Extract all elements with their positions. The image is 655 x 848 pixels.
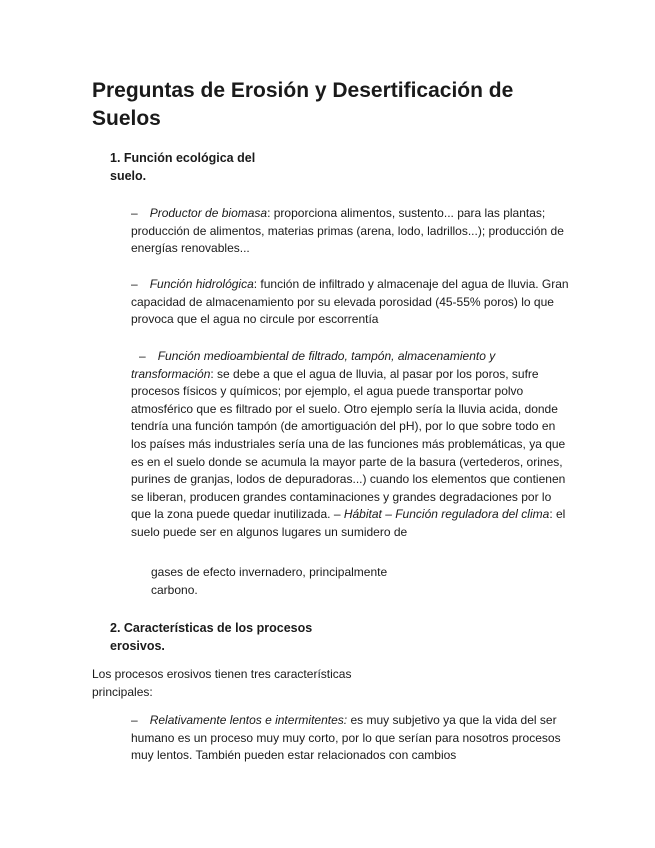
list-item-biomass — [131, 205, 571, 258]
dash-separator: – — [381, 507, 396, 522]
dash-bullet: – — [131, 206, 138, 220]
page-title: Preguntas de Erosión y Desertificación de Suelos — [92, 79, 514, 130]
item-term-habitat: Hábitat — [343, 507, 382, 522]
item-term: Función hidrológica — [149, 277, 254, 291]
item-term: Relativamente lentos e intermitentes: — [149, 713, 348, 727]
section-heading-line: suelo. — [110, 169, 147, 183]
section-heading-line: 2. Características de los procesos — [110, 621, 313, 635]
list-item-slow-intermittent — [131, 712, 571, 765]
item-text: : se debe a que el agua de lluvia, al pasar por los poros, sufre procesos físicos y químicos; por ejemplo, el agua puede transportar polvo atmosférico que es filtrado por el suelo. Otro ejemplo sería la lluvia acida, donde tendría una función tampón (de amortiguación del pH), por lo que sobre todo en los países más industriales sería una de las funciones más problemáticas, ya que es en el suelo donde se acumula la mayor parte de la basura (vertederos, orines, purines de granjas, lodos de depuradoras...) cuando los elementos que contienen se liberan, producen grandes contaminaciones y grandes degradaciones por lo que la zona puede quedar inutilizada. — [131, 366, 566, 522]
dash-separator: – — [330, 507, 344, 522]
section-intro: Los procesos erosivos tienen tres características principales: — [92, 667, 352, 699]
dash-bullet: – — [131, 713, 138, 727]
item-text: : proporciona alimentos, sustento... para las plantas; producción de alimentos, materias primas (arena, lodo, ladrillos...); producción de energías renovables... — [131, 206, 564, 256]
item-text: es muy subjetivo ya que la vida del ser humano es un proceso muy muy corto, por lo que serían para nosotros procesos muy lentos. También pueden estar relacionados con cambios — [131, 713, 561, 763]
section-heading-line: erosivos. — [110, 639, 165, 653]
paragraph-continuation: gases de efecto invernadero, principalmente carbono. — [151, 565, 388, 597]
dash-bullet: – — [139, 349, 146, 363]
item-text: : función de infiltrado y almacenaje del agua de lluvia. Gran capacidad de almacenamiento por su elevada porosidad (45-55% poros) lo que provoca que el agua no circule por escorrentía — [131, 277, 569, 327]
dash-bullet: – — [131, 277, 138, 291]
item-term: Función medioambiental de filtrado, tampón, almacenamiento y transformación — [131, 349, 496, 381]
section-heading-soil-function — [110, 149, 280, 185]
section-heading-line: 1. Función ecológica del — [110, 151, 256, 165]
item-term: Productor de biomasa — [149, 206, 268, 220]
list-item-environmental — [131, 348, 571, 542]
item-text: : el suelo puede ser en algunos lugares un sumidero de — [131, 507, 566, 539]
list-item-hydrologic — [131, 276, 571, 329]
section-heading-erosive-processes — [110, 619, 330, 655]
item-term-climate: Función reguladora del clima — [395, 507, 550, 522]
